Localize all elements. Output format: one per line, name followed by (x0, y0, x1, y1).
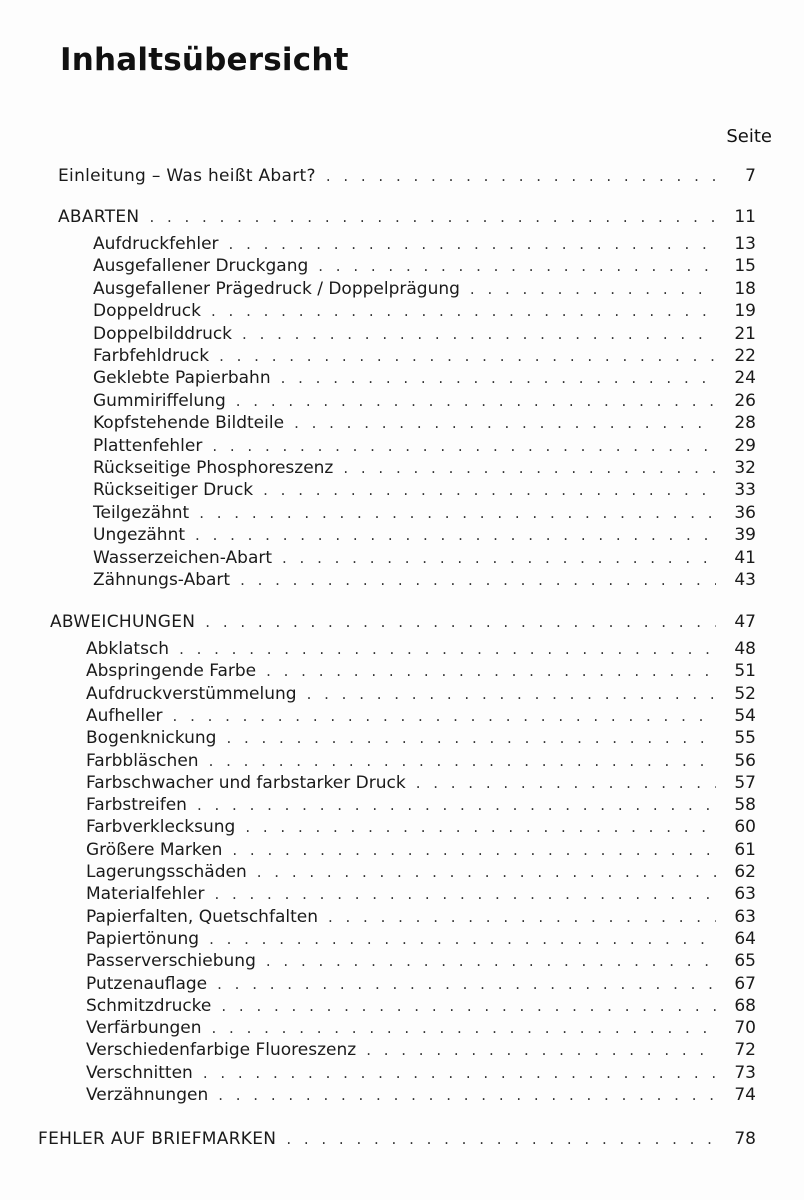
toc-entry-page-number: 63 (734, 907, 756, 927)
dot-leader (245, 816, 716, 838)
toc-entry-intro (58, 165, 756, 187)
toc-entry-page-number: 52 (734, 684, 756, 704)
dot-leader (226, 727, 716, 749)
toc-entry-label: Größere Marken (86, 840, 223, 860)
toc-entry-label: Farbstreifen (86, 795, 187, 815)
toc-entry-label: Materialfehler (86, 884, 205, 904)
dot-leader (209, 928, 716, 950)
dot-leader (240, 569, 716, 591)
toc-entry-page-number: 32 (734, 458, 756, 478)
toc-entry-page-number: 65 (734, 951, 756, 971)
toc-entry-label: Geklebte Papierbahn (93, 368, 271, 388)
toc-section-1-page-number: 47 (734, 612, 756, 632)
dot-leader (229, 233, 716, 255)
toc-entry-page-number: 28 (734, 413, 756, 433)
toc-entry-label: Schmitzdrucke (86, 996, 212, 1016)
toc-entry (86, 816, 756, 838)
page-title: Inhaltsübersicht (60, 42, 349, 78)
toc-entry-page-number: 22 (734, 346, 756, 366)
dot-leader (205, 611, 716, 633)
toc-entry-label: Rückseitige Phosphoreszenz (93, 458, 334, 478)
toc-entry-page-number: 39 (734, 525, 756, 545)
toc-entry-label: Doppelbilddruck (93, 324, 233, 344)
toc-entry-page-number: 26 (734, 391, 756, 411)
dot-leader (217, 973, 716, 995)
toc-entry-label: Aufheller (86, 706, 163, 726)
dot-leader (203, 1062, 716, 1084)
toc-entry-label: Bogenknickung (86, 728, 217, 748)
toc-entry (93, 345, 756, 367)
toc-entry (86, 839, 756, 861)
toc-entry-page-number: 15 (734, 256, 756, 276)
toc-entry (86, 861, 756, 883)
toc-entry-label: Papierfalten, Quetschfalten (86, 907, 318, 927)
toc-entry-page-number: 58 (734, 795, 756, 815)
dot-leader (199, 502, 716, 524)
toc-entry-page-number: 74 (734, 1085, 756, 1105)
toc-entry (86, 1084, 756, 1106)
toc-entry-page-number: 13 (734, 234, 756, 254)
dot-leader (173, 705, 716, 727)
toc-entry-label: Gummiriffelung (93, 391, 226, 411)
toc-section-0 (58, 206, 756, 228)
dot-leader (242, 323, 716, 345)
toc-entry-page-number: 24 (734, 368, 756, 388)
dot-leader (211, 300, 716, 322)
toc-entry (86, 683, 756, 705)
toc-entry (86, 1039, 756, 1061)
toc-entry (86, 772, 756, 794)
toc-entry (86, 660, 756, 682)
toc-entry-label: Papiertönung (86, 929, 200, 949)
toc-entry (93, 278, 756, 300)
dot-leader (214, 883, 716, 905)
toc-entry-page-number: 48 (734, 639, 756, 659)
toc-entry-label: Ausgefallener Druckgang (93, 256, 309, 276)
toc-entry (93, 435, 756, 457)
toc-entry-label: Lagerungsschäden (86, 862, 247, 882)
toc-entry-intro-label: Einleitung – Was heißt Abart? (58, 166, 316, 186)
toc-entry-page-number: 51 (734, 661, 756, 681)
dot-leader (282, 547, 716, 569)
toc-entry-page-number: 18 (734, 279, 756, 299)
toc-entry (86, 973, 756, 995)
toc-entry-page-number: 19 (734, 301, 756, 321)
toc-entry-page-number: 29 (734, 436, 756, 456)
toc-entry-label: Teilgezähnt (93, 503, 190, 523)
dot-leader (209, 750, 716, 772)
toc-entry-label: Plattenfehler (93, 436, 203, 456)
toc-entry (86, 750, 756, 772)
dot-leader (328, 906, 716, 928)
toc-entry (86, 995, 756, 1017)
toc-section-1 (50, 611, 756, 633)
toc-entry (86, 727, 756, 749)
toc-section-2-page-number: 78 (734, 1129, 756, 1149)
toc-entry (93, 479, 756, 501)
toc-entry-label: Abspringende Farbe (86, 661, 257, 681)
toc-entry-page-number: 73 (734, 1063, 756, 1083)
toc-entry (86, 1017, 756, 1039)
dot-leader (149, 206, 716, 228)
toc-entry (86, 705, 756, 727)
toc-entry-label: Aufdruckfehler (93, 234, 219, 254)
dot-leader (218, 1084, 716, 1106)
toc-entry-label: Farbschwacher und farbstarker Druck (86, 773, 406, 793)
dot-leader (219, 345, 716, 367)
toc-entry-label: Verschiedenfarbige Fluoreszenz (86, 1040, 357, 1060)
dot-leader (294, 412, 716, 434)
page-column-header: Seite (726, 126, 772, 147)
dot-leader (326, 165, 716, 187)
toc-entry-label: Rückseitiger Druck (93, 480, 254, 500)
toc-entry-label: Zähnungs-Abart (93, 570, 231, 590)
dot-leader (266, 950, 716, 972)
toc-entry-page-number: 62 (734, 862, 756, 882)
toc-entry-page-number: 57 (734, 773, 756, 793)
toc-entry (86, 906, 756, 928)
toc-section-0-label: ABARTEN (58, 207, 140, 227)
dot-leader (343, 457, 716, 479)
dot-leader (195, 524, 716, 546)
toc-entry (86, 1062, 756, 1084)
toc-entry-page-number: 64 (734, 929, 756, 949)
toc-entry (86, 638, 756, 660)
toc-entry-label: Verfärbungen (86, 1018, 202, 1038)
toc-entry-label: Verschnitten (86, 1063, 193, 1083)
toc-entry-page-number: 56 (734, 751, 756, 771)
dot-leader (318, 255, 716, 277)
toc-entry (93, 233, 756, 255)
dot-leader (232, 839, 716, 861)
dot-leader (212, 1017, 716, 1039)
toc-section-2-label: FEHLER AUF BRIEFMARKEN (38, 1129, 277, 1149)
dot-leader (470, 278, 716, 300)
toc-entry-page-number: 68 (734, 996, 756, 1016)
toc-entry-label: Wasserzeichen-Abart (93, 548, 273, 568)
dot-leader (286, 1128, 716, 1150)
dot-leader (236, 390, 716, 412)
dot-leader (257, 861, 716, 883)
dot-leader (179, 638, 716, 660)
toc-entry-page-number: 67 (734, 974, 756, 994)
toc-entry (93, 412, 756, 434)
dot-leader (263, 479, 716, 501)
toc-entry-page-number: 54 (734, 706, 756, 726)
dot-leader (221, 995, 716, 1017)
toc-entry-page-number: 63 (734, 884, 756, 904)
dot-leader (366, 1039, 716, 1061)
toc-entry-label: Ausgefallener Prägedruck / Doppelprägung (93, 279, 460, 299)
toc-entry-page-number: 41 (734, 548, 756, 568)
toc-entry (93, 524, 756, 546)
toc-section-2 (38, 1128, 756, 1150)
toc-entry-page-number: 60 (734, 817, 756, 837)
toc-entry (93, 502, 756, 524)
dot-leader (212, 435, 716, 457)
toc-entry-label: Passerverschiebung (86, 951, 256, 971)
toc-entry (93, 569, 756, 591)
toc-entry (93, 255, 756, 277)
toc-entry-label: Abklatsch (86, 639, 170, 659)
toc-entry (86, 950, 756, 972)
toc-entry-page-number: 61 (734, 840, 756, 860)
toc-entry (86, 794, 756, 816)
dot-leader (307, 683, 716, 705)
toc-entry (93, 547, 756, 569)
toc-entry (86, 883, 756, 905)
toc-entry-label: Farbverklecksung (86, 817, 236, 837)
toc-entry-label: Farbfehldruck (93, 346, 210, 366)
dot-leader (281, 367, 716, 389)
toc-entry (93, 457, 756, 479)
toc-entry-page-number: 72 (734, 1040, 756, 1060)
toc-entry-label: Putzenauflage (86, 974, 208, 994)
toc-entry-page-number: 33 (734, 480, 756, 500)
toc-entry (93, 323, 756, 345)
toc-entry-page-number: 55 (734, 728, 756, 748)
toc-entry (93, 390, 756, 412)
dot-leader (416, 772, 716, 794)
toc-entry-page-number: 43 (734, 570, 756, 590)
toc-entry-label: Ungezähnt (93, 525, 186, 545)
toc-entry (86, 928, 756, 950)
toc-entry-label: Aufdruckverstümmelung (86, 684, 297, 704)
toc-entry (93, 367, 756, 389)
toc-entry-page-number: 70 (734, 1018, 756, 1038)
toc-entry (93, 300, 756, 322)
toc-entry-label: Verzähnungen (86, 1085, 209, 1105)
toc-section-0-page-number: 11 (734, 207, 756, 227)
dot-leader (197, 794, 716, 816)
toc-entry-label: Kopfstehende Bildteile (93, 413, 285, 433)
toc-entry-intro-page-number: 7 (745, 166, 756, 186)
toc-entry-page-number: 21 (734, 324, 756, 344)
dot-leader (266, 660, 716, 682)
toc-section-1-label: ABWEICHUNGEN (50, 612, 196, 632)
toc-entry-page-number: 36 (734, 503, 756, 523)
toc-entry-label: Doppeldruck (93, 301, 202, 321)
toc-entry-label: Farbbläschen (86, 751, 199, 771)
